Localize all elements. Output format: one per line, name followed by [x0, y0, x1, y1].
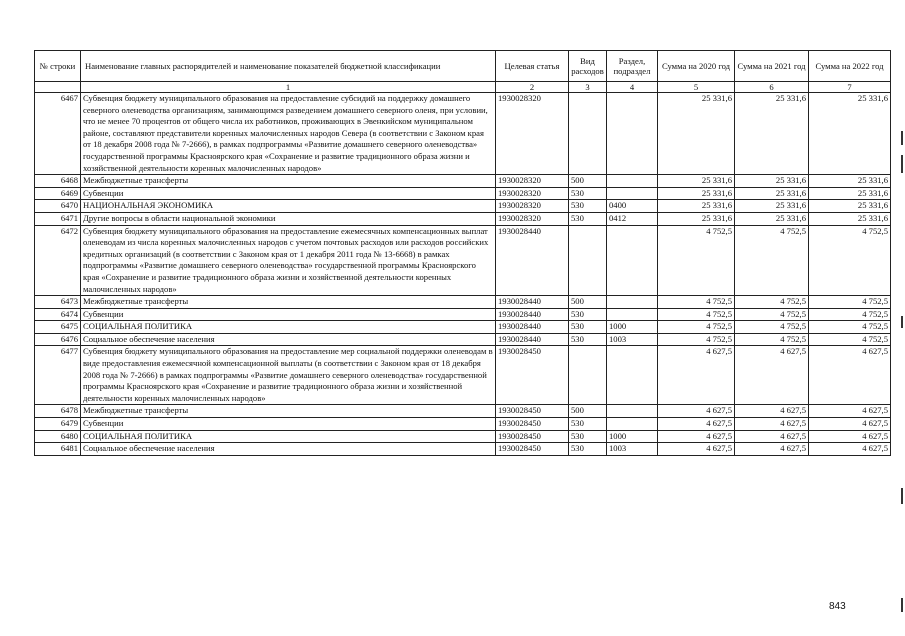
row-number-cell: 6477	[35, 346, 81, 405]
sum-2022-cell: 4 752,5	[809, 321, 891, 334]
section-cell: 1003	[607, 333, 658, 346]
section-cell	[607, 308, 658, 321]
target-article-cell: 1930028450	[496, 346, 569, 405]
row-number-cell: 6470	[35, 200, 81, 213]
section-cell	[607, 93, 658, 175]
section-cell	[607, 346, 658, 405]
header-section: Раздел, подраздел	[607, 51, 658, 82]
expense-type-cell: 530	[569, 212, 607, 225]
target-article-cell: 1930028440	[496, 321, 569, 334]
name-cell: Субвенция бюджету муниципального образования на предоставление мер социальной поддержки оленеводам в виде предоставления ежемесячной компенсационной выплаты (в соответствии с Законом края от 18 декабря 2008 года № 7-2666) в рамках подпрограммы «Развитие домашнего северного оленеводства» государственной программы Красноярского края «Сохранение и развитие традиционного образа жизни и хозяйственной деятельности коренных малочисленных народов»	[81, 346, 496, 405]
sum-2021-cell: 4 627,5	[735, 430, 809, 443]
row-number-cell: 6472	[35, 225, 81, 296]
column-number: 4	[607, 82, 658, 93]
sum-2020-cell: 4 752,5	[658, 225, 735, 296]
header-row-number: № строки	[35, 51, 81, 82]
sum-2020-cell: 25 331,6	[658, 93, 735, 175]
table-row	[35, 93, 891, 175]
expense-type-cell: 530	[569, 443, 607, 456]
expense-type-cell: 530	[569, 418, 607, 431]
table-body	[35, 93, 891, 456]
target-article-cell: 1930028450	[496, 405, 569, 418]
table-row	[35, 418, 891, 431]
sum-2020-cell: 25 331,6	[658, 212, 735, 225]
sum-2021-cell: 4 752,5	[735, 296, 809, 309]
sum-2021-cell: 4 627,5	[735, 405, 809, 418]
section-cell	[607, 296, 658, 309]
target-article-cell: 1930028450	[496, 443, 569, 456]
name-cell: СОЦИАЛЬНАЯ ПОЛИТИКА	[81, 430, 496, 443]
name-cell: Социальное обеспечение населения	[81, 333, 496, 346]
row-number-cell: 6481	[35, 443, 81, 456]
table-row	[35, 187, 891, 200]
column-number: 6	[735, 82, 809, 93]
header-target-article: Целевая статья	[496, 51, 569, 82]
name-cell: Субвенции	[81, 308, 496, 321]
target-article-cell: 1930028320	[496, 175, 569, 188]
expense-type-cell: 500	[569, 296, 607, 309]
sum-2022-cell: 4 627,5	[809, 346, 891, 405]
name-cell: Другие вопросы в области национальной экономики	[81, 212, 496, 225]
row-number-cell: 6469	[35, 187, 81, 200]
target-article-cell: 1930028320	[496, 200, 569, 213]
scan-edge-mark	[901, 488, 903, 504]
row-number-cell: 6473	[35, 296, 81, 309]
name-cell: Субвенции	[81, 418, 496, 431]
name-cell: СОЦИАЛЬНАЯ ПОЛИТИКА	[81, 321, 496, 334]
expense-type-cell: 500	[569, 175, 607, 188]
sum-2022-cell: 4 752,5	[809, 333, 891, 346]
sum-2020-cell: 4 627,5	[658, 443, 735, 456]
expense-type-cell	[569, 93, 607, 175]
section-cell: 1000	[607, 430, 658, 443]
sum-2022-cell: 4 752,5	[809, 308, 891, 321]
sum-2021-cell: 4 627,5	[735, 418, 809, 431]
scan-edge-mark	[901, 131, 903, 145]
sum-2022-cell: 4 627,5	[809, 405, 891, 418]
name-cell: Межбюджетные трансферты	[81, 296, 496, 309]
sum-2020-cell: 25 331,6	[658, 175, 735, 188]
name-cell: Субвенции	[81, 187, 496, 200]
expense-type-cell: 530	[569, 308, 607, 321]
section-cell	[607, 187, 658, 200]
name-cell: Субвенция бюджету муниципального образования на предоставление ежемесячных компенсационных выплат оленеводам из числа коренных малочисленных народов с учетом почтовых расходов или расходов российских кредитных организаций (в соответствии с Законом края от 1 декабря 2011 года № 13-6668) в рамках подпрограммы «Развитие домашнего северного оленеводства» государственной программы Красноярского края «Сохранение и развитие традиционного образа жизни и хозяйственной деятельности коренных малочисленных народов»	[81, 225, 496, 296]
name-cell: Межбюджетные трансферты	[81, 405, 496, 418]
row-number-cell: 6479	[35, 418, 81, 431]
name-cell: Социальное обеспечение населения	[81, 443, 496, 456]
scan-edge-mark	[901, 316, 903, 328]
row-number-cell: 6476	[35, 333, 81, 346]
row-number-cell: 6467	[35, 93, 81, 175]
sum-2021-cell: 4 752,5	[735, 225, 809, 296]
target-article-cell: 1930028320	[496, 93, 569, 175]
target-article-cell: 1930028440	[496, 296, 569, 309]
expense-type-cell: 530	[569, 430, 607, 443]
section-cell	[607, 418, 658, 431]
section-cell: 0400	[607, 200, 658, 213]
expense-type-cell: 530	[569, 200, 607, 213]
target-article-cell: 1930028450	[496, 418, 569, 431]
column-number: 3	[569, 82, 607, 93]
sum-2021-cell: 25 331,6	[735, 175, 809, 188]
row-number-cell: 6474	[35, 308, 81, 321]
sum-2020-cell: 4 752,5	[658, 333, 735, 346]
section-cell: 0412	[607, 212, 658, 225]
expense-type-cell: 530	[569, 187, 607, 200]
expense-type-cell: 500	[569, 405, 607, 418]
sum-2022-cell: 4 752,5	[809, 296, 891, 309]
target-article-cell: 1930028440	[496, 225, 569, 296]
sum-2020-cell: 4 752,5	[658, 296, 735, 309]
budget-table	[34, 50, 891, 456]
sum-2022-cell: 4 627,5	[809, 443, 891, 456]
table-row	[35, 405, 891, 418]
row-number-cell: 6468	[35, 175, 81, 188]
table-row	[35, 430, 891, 443]
sum-2021-cell: 25 331,6	[735, 212, 809, 225]
column-number: 5	[658, 82, 735, 93]
sum-2021-cell: 4 752,5	[735, 308, 809, 321]
section-cell	[607, 405, 658, 418]
sum-2021-cell: 4 627,5	[735, 443, 809, 456]
name-cell: Межбюджетные трансферты	[81, 175, 496, 188]
sum-2020-cell: 4 627,5	[658, 418, 735, 431]
sum-2021-cell: 4 627,5	[735, 346, 809, 405]
column-number-blank	[35, 82, 81, 93]
row-number-cell: 6480	[35, 430, 81, 443]
sum-2022-cell: 25 331,6	[809, 175, 891, 188]
section-cell	[607, 175, 658, 188]
sum-2020-cell: 4 627,5	[658, 346, 735, 405]
expense-type-cell: 530	[569, 333, 607, 346]
column-number: 7	[809, 82, 891, 93]
target-article-cell: 1930028440	[496, 333, 569, 346]
table-row	[35, 333, 891, 346]
sum-2021-cell: 25 331,6	[735, 200, 809, 213]
name-cell: НАЦИОНАЛЬНАЯ ЭКОНОМИКА	[81, 200, 496, 213]
expense-type-cell: 530	[569, 321, 607, 334]
table-row	[35, 212, 891, 225]
page-number: 843	[829, 601, 846, 612]
scan-edge-mark	[901, 155, 903, 173]
sum-2021-cell: 4 752,5	[735, 333, 809, 346]
section-cell	[607, 225, 658, 296]
header-sum-2020: Сумма на 2020 год	[658, 51, 735, 82]
target-article-cell: 1930028320	[496, 187, 569, 200]
table-row	[35, 200, 891, 213]
sum-2022-cell: 25 331,6	[809, 200, 891, 213]
target-article-cell: 1930028320	[496, 212, 569, 225]
section-cell: 1000	[607, 321, 658, 334]
header-sum-2022: Сумма на 2022 год	[809, 51, 891, 82]
table-row	[35, 296, 891, 309]
expense-type-cell	[569, 225, 607, 296]
table-row	[35, 443, 891, 456]
row-number-cell: 6478	[35, 405, 81, 418]
section-cell: 1003	[607, 443, 658, 456]
row-number-cell: 6475	[35, 321, 81, 334]
expense-type-cell	[569, 346, 607, 405]
sum-2020-cell: 4 752,5	[658, 321, 735, 334]
sum-2021-cell: 25 331,6	[735, 187, 809, 200]
column-number: 2	[496, 82, 569, 93]
target-article-cell: 1930028450	[496, 430, 569, 443]
row-number-cell: 6471	[35, 212, 81, 225]
sum-2021-cell: 4 752,5	[735, 321, 809, 334]
sum-2022-cell: 4 752,5	[809, 225, 891, 296]
table-row	[35, 308, 891, 321]
sum-2022-cell: 25 331,6	[809, 93, 891, 175]
header-expense-type: Вид расходов	[569, 51, 607, 82]
target-article-cell: 1930028440	[496, 308, 569, 321]
sum-2021-cell: 25 331,6	[735, 93, 809, 175]
sum-2022-cell: 4 627,5	[809, 430, 891, 443]
sum-2020-cell: 4 627,5	[658, 430, 735, 443]
column-number: 1	[81, 82, 496, 93]
sum-2020-cell: 4 752,5	[658, 308, 735, 321]
header-name: Наименование главных распорядителей и наименование показателей бюджетной классификации	[81, 51, 496, 82]
sum-2020-cell: 25 331,6	[658, 200, 735, 213]
table-row	[35, 346, 891, 405]
sum-2020-cell: 25 331,6	[658, 187, 735, 200]
table-row	[35, 321, 891, 334]
sum-2020-cell: 4 627,5	[658, 405, 735, 418]
table-row	[35, 225, 891, 296]
sum-2022-cell: 4 627,5	[809, 418, 891, 431]
scan-edge-mark	[901, 598, 903, 612]
sum-2022-cell: 25 331,6	[809, 187, 891, 200]
sum-2022-cell: 25 331,6	[809, 212, 891, 225]
header-sum-2021: Сумма на 2021 год	[735, 51, 809, 82]
name-cell: Субвенция бюджету муниципального образования на предоставление субсидий на поддержку домашнего северного оленеводства организациям, занимающимся разведением домашнего северного оленя, при условии, что не менее 70 процентов от общего числа их работников, проживающих в Эвенкийском муниципальном районе, составляют представители коренных малочисленных народов Севера (в соответствии с Законом края от 18 декабря 2008 года № 7-2666), в рамках подпрограммы «Развитие домашнего северного оленеводства» государственной программы Красноярского края «Сохранение и развитие традиционного образа жизни и хозяйственной деятельности коренных малочисленных народов»	[81, 93, 496, 175]
table-row	[35, 175, 891, 188]
